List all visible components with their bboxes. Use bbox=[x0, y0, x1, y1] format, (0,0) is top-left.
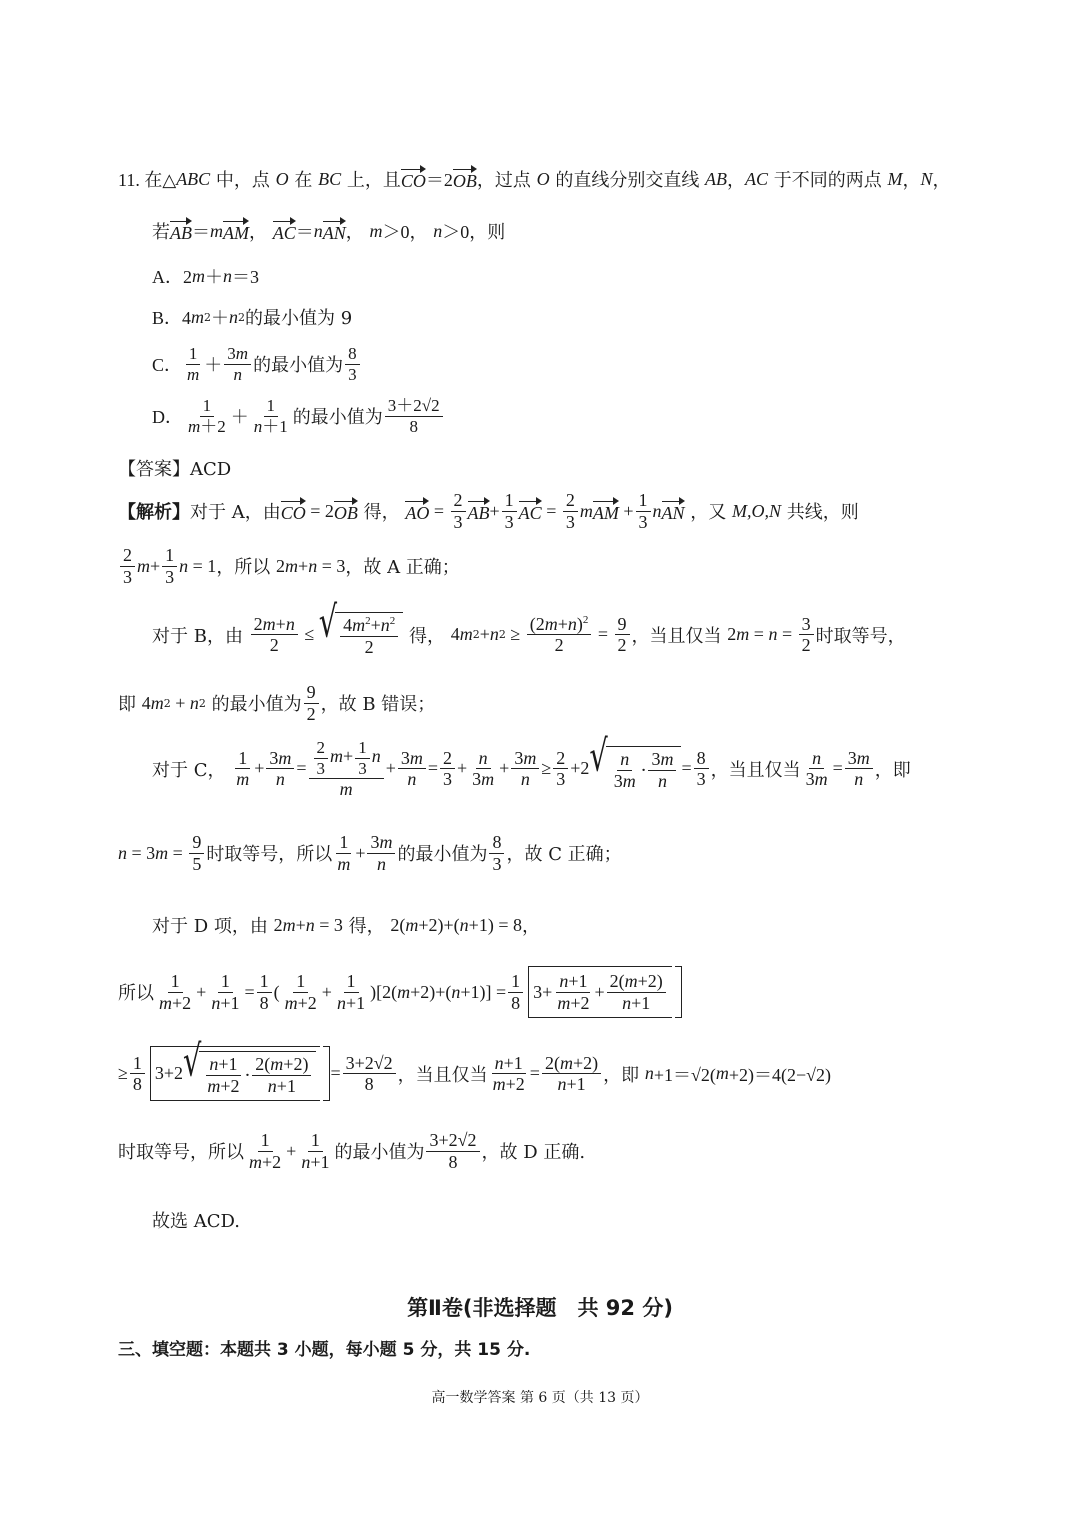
section-title: 第Ⅱ卷(非选择题 共 92 分) bbox=[407, 1296, 673, 1320]
option-c: C． $\frac{1}{m}$ ＋ $\frac{3m}{n}$ 的最小值为 $\frac{8}{3}$ bbox=[152, 344, 362, 384]
analysis-a-line1: 【解析】 对于 A，由 CO = 2 OB 得， AO = $\frac{2}{3}$ AB + $\frac{1}{3}$ AC = $\frac{2}{3}$ m AM + $\frac{1}{3}$ n AN ，又 M,O,N 共线，则 bbox=[118, 490, 859, 532]
analysis-a-line2: $\frac{2}{3}$ m + $\frac{1}{3}$ n = 1 ，所以 2 m + n = 3 ，故 A 正确； bbox=[118, 545, 460, 587]
question-11-line1: 11. 在△ ABC 中，点 O 在 BC 上，且 CO ＝2 OB ，过点 O 的直线分别交直线 AB ， AC 于不同的两点 M ， N ， bbox=[118, 168, 951, 191]
analysis-c-line2: n = 3 m = $\frac{9}{5}$ 时取等号，所以 $\frac{1}{m}$ + $\frac{3m}{n}$ 的最小值为 $\frac{8}{3}$ ，故 C 正确； bbox=[118, 832, 622, 874]
page-footer: 高一数学答案 第 6 页（共 13 页） bbox=[431, 1390, 649, 1406]
analysis-c-line1: 对于 C， $\frac{1}{m}$ + $\frac{3m}{n}$ = $\frac{2}{3}$ m+ $\frac{1}{3}$ n m + $\frac{3m}{n}$ = $\frac{2}{3}$ + $\frac{n}{3m}$ + $\frac{3m}{n}$ ≥ $\frac{2}{3}$ +2 √ $\frac{n}{3m}$ · $\frac{3m}{n}$ = $\frac{8}{3}$ ，当且仅当 $\frac{n}{3m}$ = $\frac{3m}{n}$ ，即 bbox=[152, 730, 911, 800]
option-a: A．2 m ＋ n ＝3 bbox=[152, 265, 259, 287]
analysis-b-line2: 即 4 m 2 + n 2 的最小值为 $\frac{9}{2}$ ，故 B 错误； bbox=[118, 682, 436, 724]
question-11-line2: 若 AB ＝ m AM ， AC ＝ n AN ， m ＞0 ， n ＞0 ，则 bbox=[152, 220, 506, 243]
analysis-d-line2: 所以 $\frac{1}{m+2}$ + $\frac{1}{n+1}$ = $\frac{1}{8}$ ( $\frac{1}{m+2}$ + $\frac{1}{n+1}$ )[2( m +2)+( n +1)] = $\frac{1}{8}$ 3+ $\frac{n+1}{m+2}$ + $\frac{2(m+2)}{n+1}$ bbox=[118, 966, 682, 1018]
analysis-d-line3: ≥ $\frac{1}{8}$ 3+2 √ $\frac{n+1}{m+2}$ · $\frac{2(m+2)}{n+1}$ = $\frac{3+2√2}{8}$ ，当且仅当 $\frac{n+1}{m+2}$ = $\frac{2(m+2)}{n+1}$ ，即 n +1＝√2( m +2)＝4(2−√2) bbox=[118, 1046, 831, 1101]
analysis-b-line1: 对于 B，由 $\frac{2m+n}{2}$ ≤ √ $\frac{4m^2+n^2}{2}$ 得， 4 m 2 + n 2 ≥ $\frac{(2m+n)^2}{2}$ = $\frac{9}{2}$ ，当且仅当 2 m = n = $\frac{3}{2}$ 时取等号， bbox=[152, 596, 906, 657]
section-3-heading: 三、填空题：本题共 3 小题，每小题 5 分，共 15 分. bbox=[118, 1340, 531, 1360]
option-b: B．4 m 2 ＋ n 2 的最小值为 9 bbox=[152, 306, 353, 329]
conclusion: 故选 ACD. bbox=[152, 1211, 241, 1232]
answer: 【答案】ACD bbox=[118, 459, 232, 480]
option-d: D． $\frac{1}{m+2}$ ＋ $\frac{1}{n+1}$ 的最小值为 $\frac{3+2√2}{8}$ bbox=[152, 396, 445, 436]
analysis-d-line4: 时取等号，所以 $\frac{1}{m+2}$ + $\frac{1}{n+1}$ 的最小值为 $\frac{3+2√2}{8}$ ，故 D 正确. bbox=[118, 1130, 586, 1172]
analysis-d-line1: 对于 D 项，由 2 m + n = 3 得， 2( m +2)+( n +1) = 8 ， bbox=[152, 914, 540, 937]
